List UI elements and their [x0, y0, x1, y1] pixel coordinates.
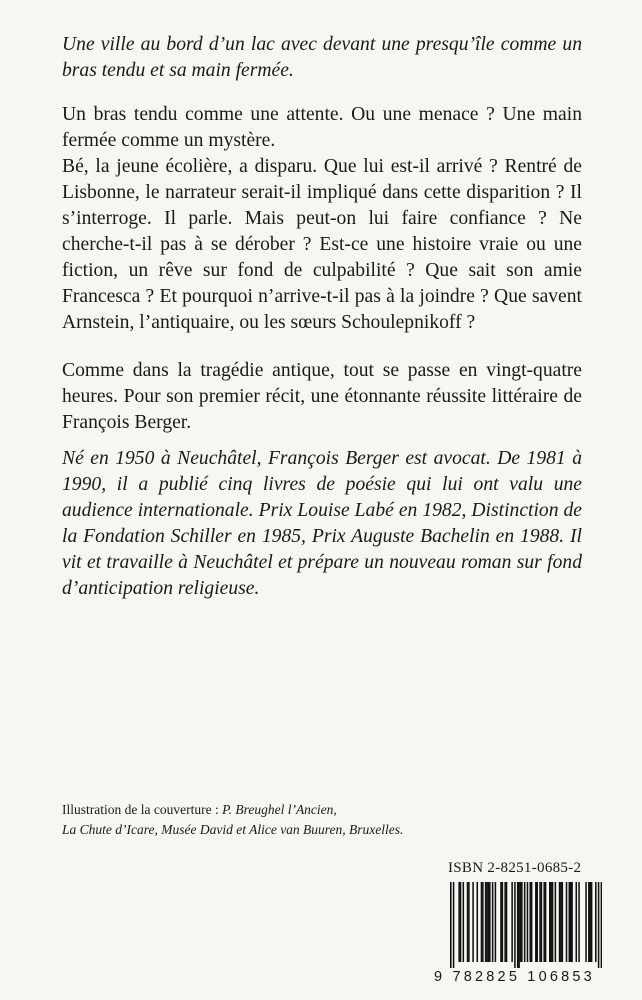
barcode-digits: 9 782825 106853	[434, 969, 595, 985]
summary-text-1: Un bras tendu comme une attente. Ou une menace ? Une main fermée comme un mystère.	[62, 104, 582, 151]
summary-text-2: Bé, la jeune écolière, a disparu. Que lui est-il arrivé ? Rentré de Lisbonne, le narrateur serait-il impliqué dans cette disparition ? Il s’interroge. Il parle. Mais peut-on lui faire confiance ? Ne cherche-t-il pas à se dérober ? Est-ce une histoire vraie ou une fiction, un rêve sur fond de culpabilité ? Que sait son amie Francesca ? Et pourquoi n’arrive-t-il pas à la joindre ? Que savent Arnstein, l’antiquaire, ou les sœurs Schoulepnikoff ?	[62, 156, 582, 333]
author-bio	[62, 446, 582, 602]
author-bio-text: Né en 1950 à Neuchâtel, François Berger est avocat. De 1981 à 1990, il a publié cinq livres de poésie qui lui ont valu une audience internationale. Prix Louise Labé en 1982, Distinction de la Fondation Schiller en 1985, Prix Auguste Bachelin en 1988. Il vit et travaille à Neuchâtel et prépare un nouveau roman sur fond d’anticipation religieuse.	[62, 448, 582, 599]
credit-line-1	[62, 800, 562, 820]
credit-label: Illustration de la couverture :	[62, 802, 223, 817]
intro-paragraph	[62, 32, 582, 84]
summary-paragraph-1	[62, 102, 582, 154]
summary-paragraph-3	[62, 358, 582, 436]
summary-paragraph-2	[62, 154, 582, 336]
summary-text-3: Comme dans la tragédie antique, tout se passe en vingt-quatre heures. Pour son premier récit, une étonnante réussite littéraire de François Berger.	[62, 360, 582, 433]
cover-illustration-credit	[62, 800, 562, 840]
credit-artist: P. Breughel l’Ancien,	[222, 802, 337, 817]
credit-line-2: La Chute d’Icare, Musée David et Alice van Buuren, Bruxelles.	[62, 822, 404, 837]
intro-text: Une ville au bord d’un lac avec devant une presqu’île comme un bras tendu et sa main fermée.	[62, 34, 582, 81]
isbn-number: ISBN 2-8251-0685-2	[448, 860, 582, 876]
barcode	[450, 882, 602, 968]
